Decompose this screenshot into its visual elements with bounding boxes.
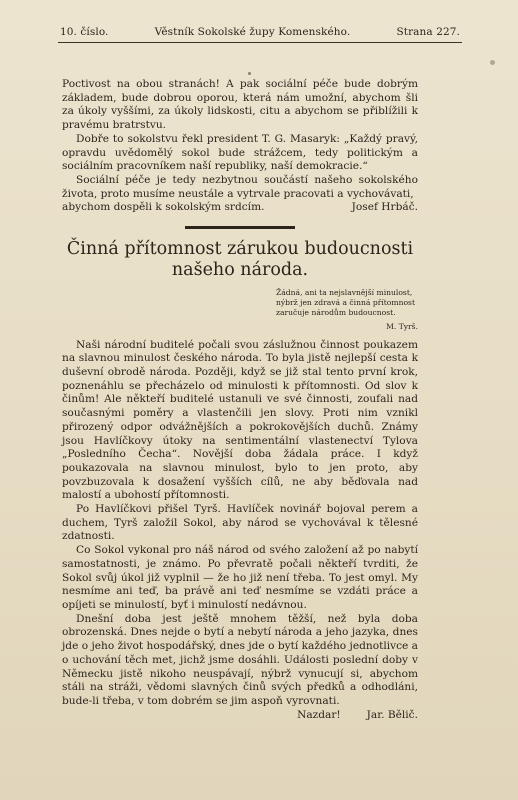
paragraph: Co Sokol vykonal pro náš národ od svého založení až po nabytí samostatnosti, je známo. Po převratě počali někteří tvrditi, že Sokol svůj úkol již vyplnil — že ho již není třeba. To jest omyl. My nesmíme ani teď, ba právě ani teď nesmíme se vzdáti práce a opíjeti se minulostí, byť i minulostí nedávnou.	[62, 544, 418, 611]
paragraph: Naši národní buditelé počali svou záslužnou činnost poukazem na slavnou minulost českého národa. To byla jistě nejlepší cesta k duševní obrodě národa. Později, když se již stal tento první krok, poznenáhlu se přecházelo od minulosti k přítomnosti. Od slov k činům! Ale někteří buditelé ustanuli ve své činnosti, zoufali nad současnými poměry a vlastenčili jen slovy. Proti nim vznikl přirozený odpor odvážnějších a pokrokovějších duchů. Známy jsou Havlíčkovy útoky na sentimentální vlastenectví Tylova „Posledního Čecha“. Novější doba žádala práce. I když poukazovala na slavnou minulost, bylo to jen proto, aby povzbuzovala k dosažení vyšších cílů, ne aby běďovala nad malostí a ubohostí přítomnosti.	[62, 338, 418, 502]
header-rule	[58, 42, 462, 43]
motto-author: M. Tyrš.	[386, 321, 418, 331]
paper-spot	[248, 72, 251, 75]
page-number: Strana 227.	[396, 26, 460, 38]
closing-salute: Nazdar!	[297, 708, 341, 721]
paragraph: Sociální péče je tedy nezbytnou součástí našeho sokolského života, proto musíme neustále a vytrvale pracovati a vychovávati,	[62, 173, 418, 200]
paragraph: Dnešní doba jest ještě mnohem těžší, než byla doba obrozenská. Dnes nejde o bytí a nebytí národa a jeho jazyka, dnes jde o jeho život hospodářský, dnes jde o bytí každého jednotlivce a o uchování těch met, jichž jsme dosáhli. Události poslední doby v Německu jistě nikoho neuspávají, nýbrž vynucují si, abychom stáli na stráži, vědomi slavných činů svých předků a odhodláni, bude-li třeba, v tom dobrém se jim aspoň vyrovnati.	[62, 612, 418, 707]
issue-number: 10. číslo.	[60, 26, 109, 38]
paragraph: Dobře to sokolstvu řekl president T. G. Masaryk: „Každý pravý, opravdu uvědomělý sokol bude strážcem, tedy politickým a sociálním pracovníkem naší republiky, naší demokracie.“	[62, 132, 418, 173]
paragraph: Po Havlíčkovi přišel Tyrš. Havlíček novinář bojoval perem a duchem, Tyrš založil Sokol, aby národ se vychovával k tělesné zdatnosti.	[62, 503, 418, 543]
paragraph-end: abychom dospěli k sokolským srdcím.	[62, 201, 265, 214]
article-title	[62, 239, 418, 281]
motto-quote: Žádná, ani ta nejslavnější minulost, nýbrž jen zdravá a činná přítomnost zaručuje národům budoucnost.	[276, 288, 415, 318]
page-content	[62, 78, 418, 722]
author-signature: Josef Hrbáč.	[351, 201, 418, 214]
running-header	[60, 26, 460, 38]
closing-line	[62, 709, 418, 723]
article-title-line: našeho národa.	[171, 260, 309, 281]
article-title-line: Činná přítomnost zárukou budoucnosti	[66, 239, 414, 260]
paragraph: Poctivost na obou stranách! A pak sociální péče bude dobrým základem, bude dobrou oporou, která nám umožní, abychom šli za úkoly vyššími, za úkoly lidskosti, citu a abychom se přiblížili k pravému bratrstvu.	[62, 78, 418, 132]
signature-line	[62, 201, 418, 215]
section-divider	[185, 226, 295, 229]
author-signature: Jar. Bělič.	[366, 708, 418, 721]
paper-spot	[490, 60, 495, 65]
journal-title: Věstník Sokolské župy Komenského.	[154, 26, 351, 38]
